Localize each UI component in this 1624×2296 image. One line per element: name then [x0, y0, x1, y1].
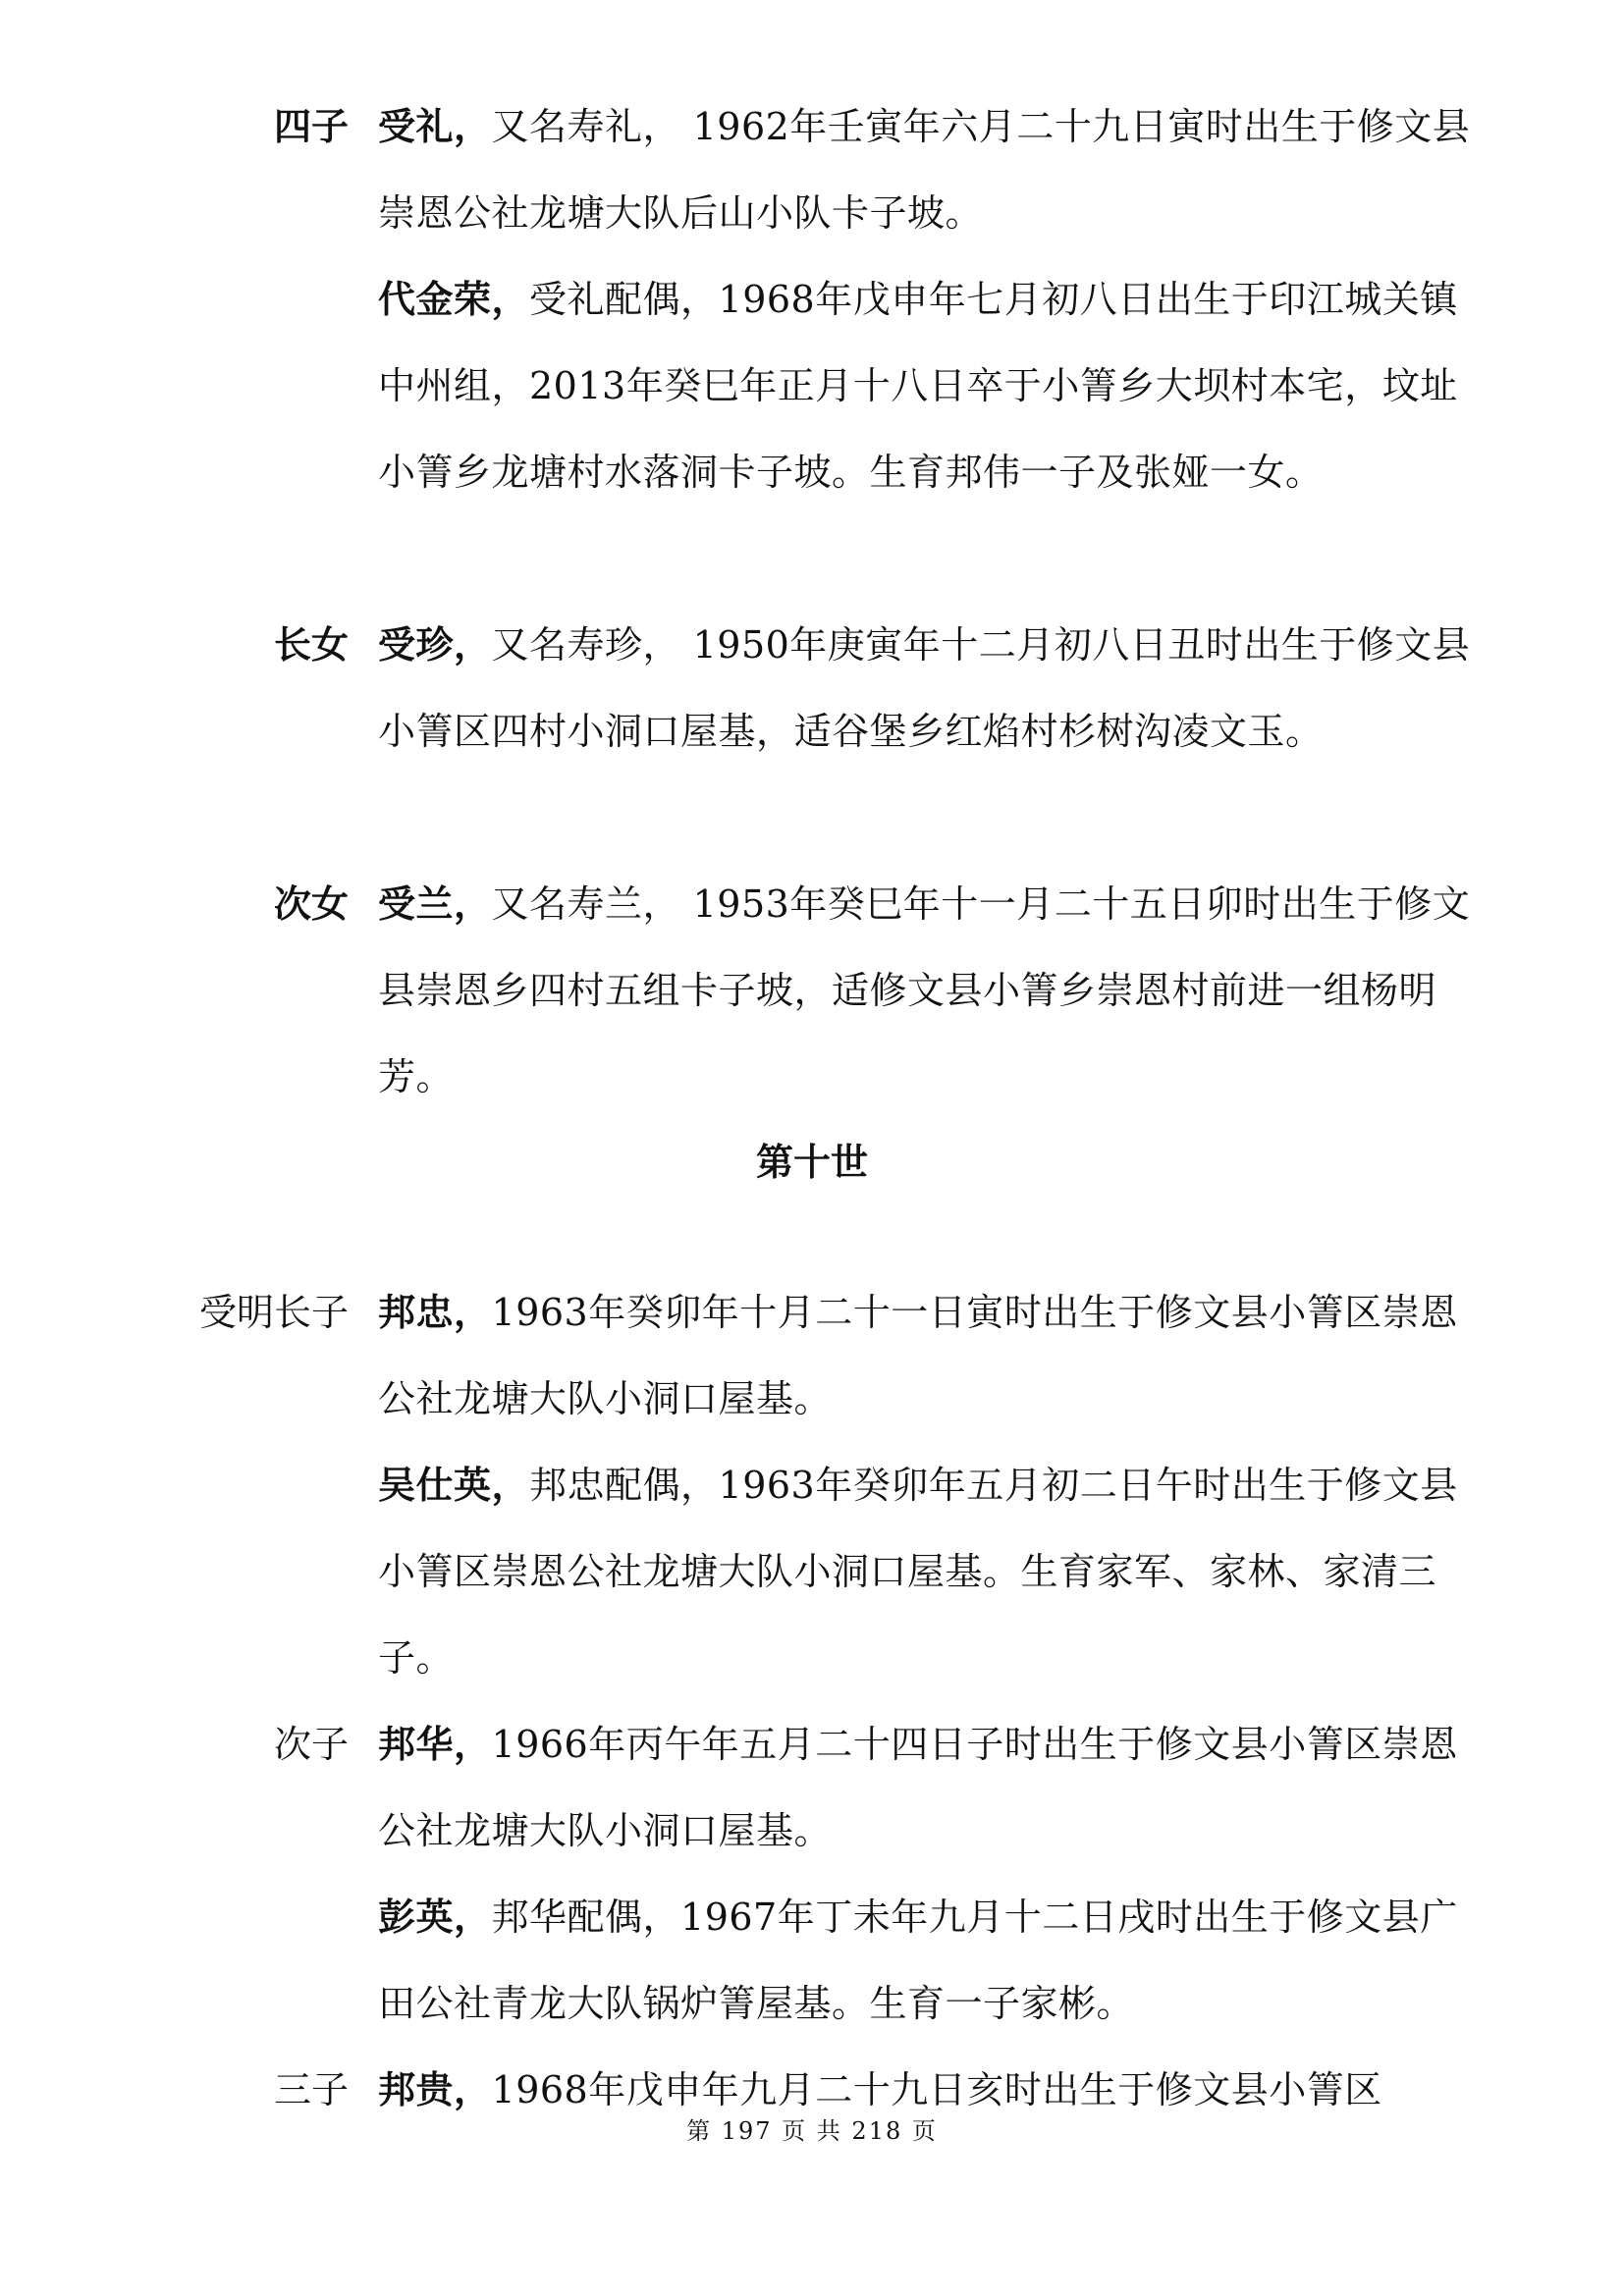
entry-text	[378, 256, 1492, 515]
entry-text	[378, 1269, 1492, 1442]
page-footer: 第 197 页 共 218 页	[686, 2117, 938, 2145]
person-name: 吴仕英，	[378, 1464, 530, 1507]
person-name: 代金荣，	[378, 278, 530, 321]
entry-body: 又名寿珍， 1950年庚寅年十二月初八日丑时出生于修文县小箐区四村小洞口屋基，适谷堡乡红焰村杉树沟凌文玉。	[378, 623, 1471, 753]
person-name: 受珍，	[378, 623, 492, 667]
entry-body: 受礼配偶，1968年戊申年七月初八日出生于印江城关镇中州组，2013年癸巳年正月十八日卒于小箐乡大坝村本宅，坟址小箐乡龙塘村水落洞卡子坡。生育邦伟一子及张娅一女。	[378, 278, 1458, 494]
person-name: 彭英，	[378, 1896, 492, 1939]
entry-text	[378, 1874, 1492, 2047]
entry-text	[378, 1442, 1492, 1701]
entry-text	[378, 602, 1492, 774]
entry-label: 四子	[273, 105, 349, 148]
section-heading: 第十世	[755, 1141, 868, 1184]
person-name: 邦华，	[378, 1723, 492, 1766]
entry-label: 受明长子	[198, 1291, 349, 1334]
person-name: 受兰，	[378, 882, 492, 926]
entry-body: 邦华配偶，1967年丁未年九月十二日戌时出生于修文县广田公社青龙大队锅炉箐屋基。生育一子家彬。	[378, 1896, 1458, 2025]
entry-body: 1966年丙午年五月二十四日子时出生于修文县小箐区崇恩公社龙塘大队小洞口屋基。	[378, 1723, 1458, 1852]
entry-body: 邦忠配偶，1963年癸卯年五月初二日午时出生于修文县小箐区崇恩公社龙塘大队小洞口屋基。生育家军、家林、家清三子。	[378, 1464, 1458, 1680]
entry-label: 次女	[273, 882, 349, 926]
entry-label: 次子	[273, 1723, 349, 1766]
entry-text	[378, 83, 1492, 256]
person-name: 邦贵，	[378, 2068, 492, 2111]
entry-body: 1963年癸卯年十月二十一日寅时出生于修文县小箐区崇恩公社龙塘大队小洞口屋基。	[378, 1291, 1458, 1420]
person-name: 邦忠，	[378, 1291, 492, 1334]
entry-body: 1968年戊申年九月二十九日亥时出生于修文县小箐区	[491, 2068, 1382, 2111]
entry-label: 长女	[273, 623, 349, 667]
entry-body: 又名寿兰， 1953年癸巳年十一月二十五日卯时出生于修文县崇恩乡四村五组卡子坡，适修文县小箐乡崇恩村前进一组杨明芳。	[378, 882, 1471, 1098]
entry-text	[378, 1701, 1492, 1874]
person-name: 受礼，	[378, 105, 492, 148]
entry-body: 又名寿礼， 1962年壬寅年六月二十九日寅时出生于修文县崇恩公社龙塘大队后山小队卡子坡。	[378, 105, 1471, 235]
entry-text	[378, 861, 1492, 1120]
entry-label: 三子	[273, 2068, 349, 2111]
